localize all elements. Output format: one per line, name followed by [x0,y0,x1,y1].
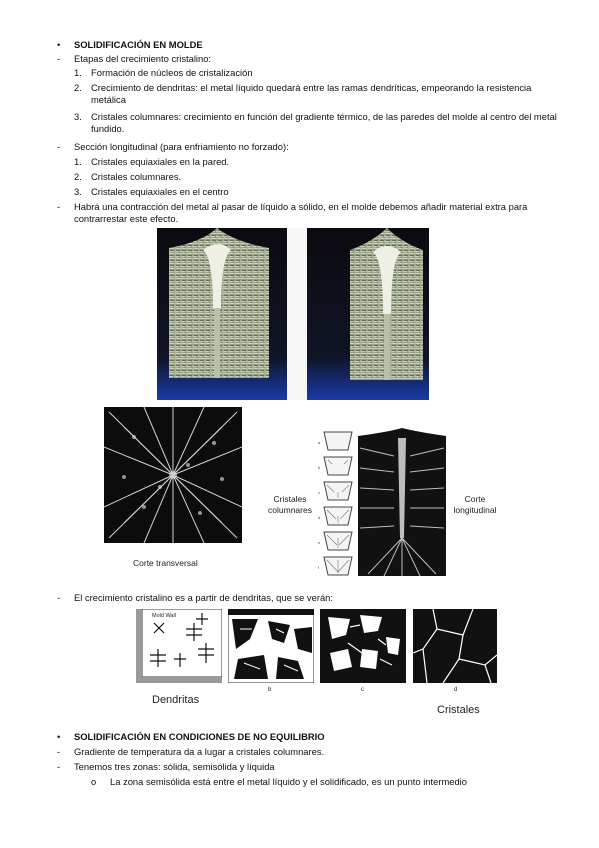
longitudinal-intro: Sección longitudinal (para enfriamiento no forzado): [74,141,289,152]
caption-cristales-columnares: Cristales columnares [268,494,312,515]
list-item: Cristales columnares: crecimiento en función del gradiente térmico, de las paredes del molde al centro del metal fundido. [91,111,557,134]
list-item: Tenemos tres zonas: sólida, semisólida y líquida [74,761,275,772]
panel-letter-c-label: c [361,687,364,693]
stage-letter: a [318,440,321,445]
stage-letter: b [318,465,321,470]
list-item: Cristales equiaxiales en la pared. [91,156,230,167]
list-item: Cristales equiaxiales en el centro [91,186,229,197]
stage-letter: f [318,565,320,570]
dash-marker: - [57,141,61,152]
section-heading: SOLIDIFICACIÓN EN MOLDE [74,39,203,50]
caption-cristales: Cristales [437,704,480,716]
stage-letter: e [318,540,321,545]
list-item: Formación de núcleos de cristalización [91,67,253,78]
list-item: Crecimiento de dendritas: el metal líquido quedará entre las ramas dendríticas, empeorando la resistencia metálica [91,82,532,105]
dash-marker: - [57,201,61,212]
list-number: 1. [74,67,82,78]
stage-letter: c [318,490,320,495]
list-item: Cristales columnares. [91,171,182,182]
dendrite-panel-a [136,609,222,683]
columnar-stages-diagram [318,430,358,578]
list-number: 3. [74,186,82,197]
bullet-marker: • [57,731,61,742]
sub-list-item: La zona semisólida está entre el metal líquido y el solidificado, es un punto intermedio [110,776,467,787]
dendrite-panel-b [228,609,314,683]
dash-marker: - [57,592,61,603]
list-item: Gradiente de temperatura da a lugar a cristales columnares. [74,746,325,757]
circle-marker: o [91,776,97,787]
panel-letter-d-label: d [454,687,458,693]
section-heading: SOLIDIFICACIÓN EN CONDICIONES DE NO EQUILIBRIO [74,731,325,742]
stages-intro: Etapas del crecimiento cristalino: [74,53,212,64]
stage-letter: d [318,515,321,520]
contraction-text: Habrá una contracción del metal al pasar de líquido a sólido, en el molde debemos añadir material extra para contrarrestar este efecto. [74,201,528,224]
list-number: 2. [74,171,82,182]
list-number: 1. [74,156,82,167]
dash-marker: - [57,746,61,757]
list-number: 3. [74,111,82,122]
longitudinal-section-photo [358,428,446,576]
dendrite-intro: El crecimiento cristalino es a partir de dendritas, que se verán: [74,592,333,603]
dash-marker: - [57,761,61,772]
caption-corte-longitudinal: Corte longitudinal [453,494,497,515]
ingot-photo-figure [157,228,429,400]
dash-marker: - [57,53,61,64]
bullet-marker: • [57,39,61,50]
caption-dendritas: Dendritas [152,694,200,706]
list-number: 2. [74,82,82,93]
panel-letter-b-label: b [268,687,272,693]
transverse-section-photo [104,407,242,543]
dendrite-panel-d [413,609,497,683]
dendrite-panel-c [320,609,406,683]
mold-wall-label: Mold Wall [152,613,176,619]
caption-corte-transversal: Corte transversal [133,558,198,568]
